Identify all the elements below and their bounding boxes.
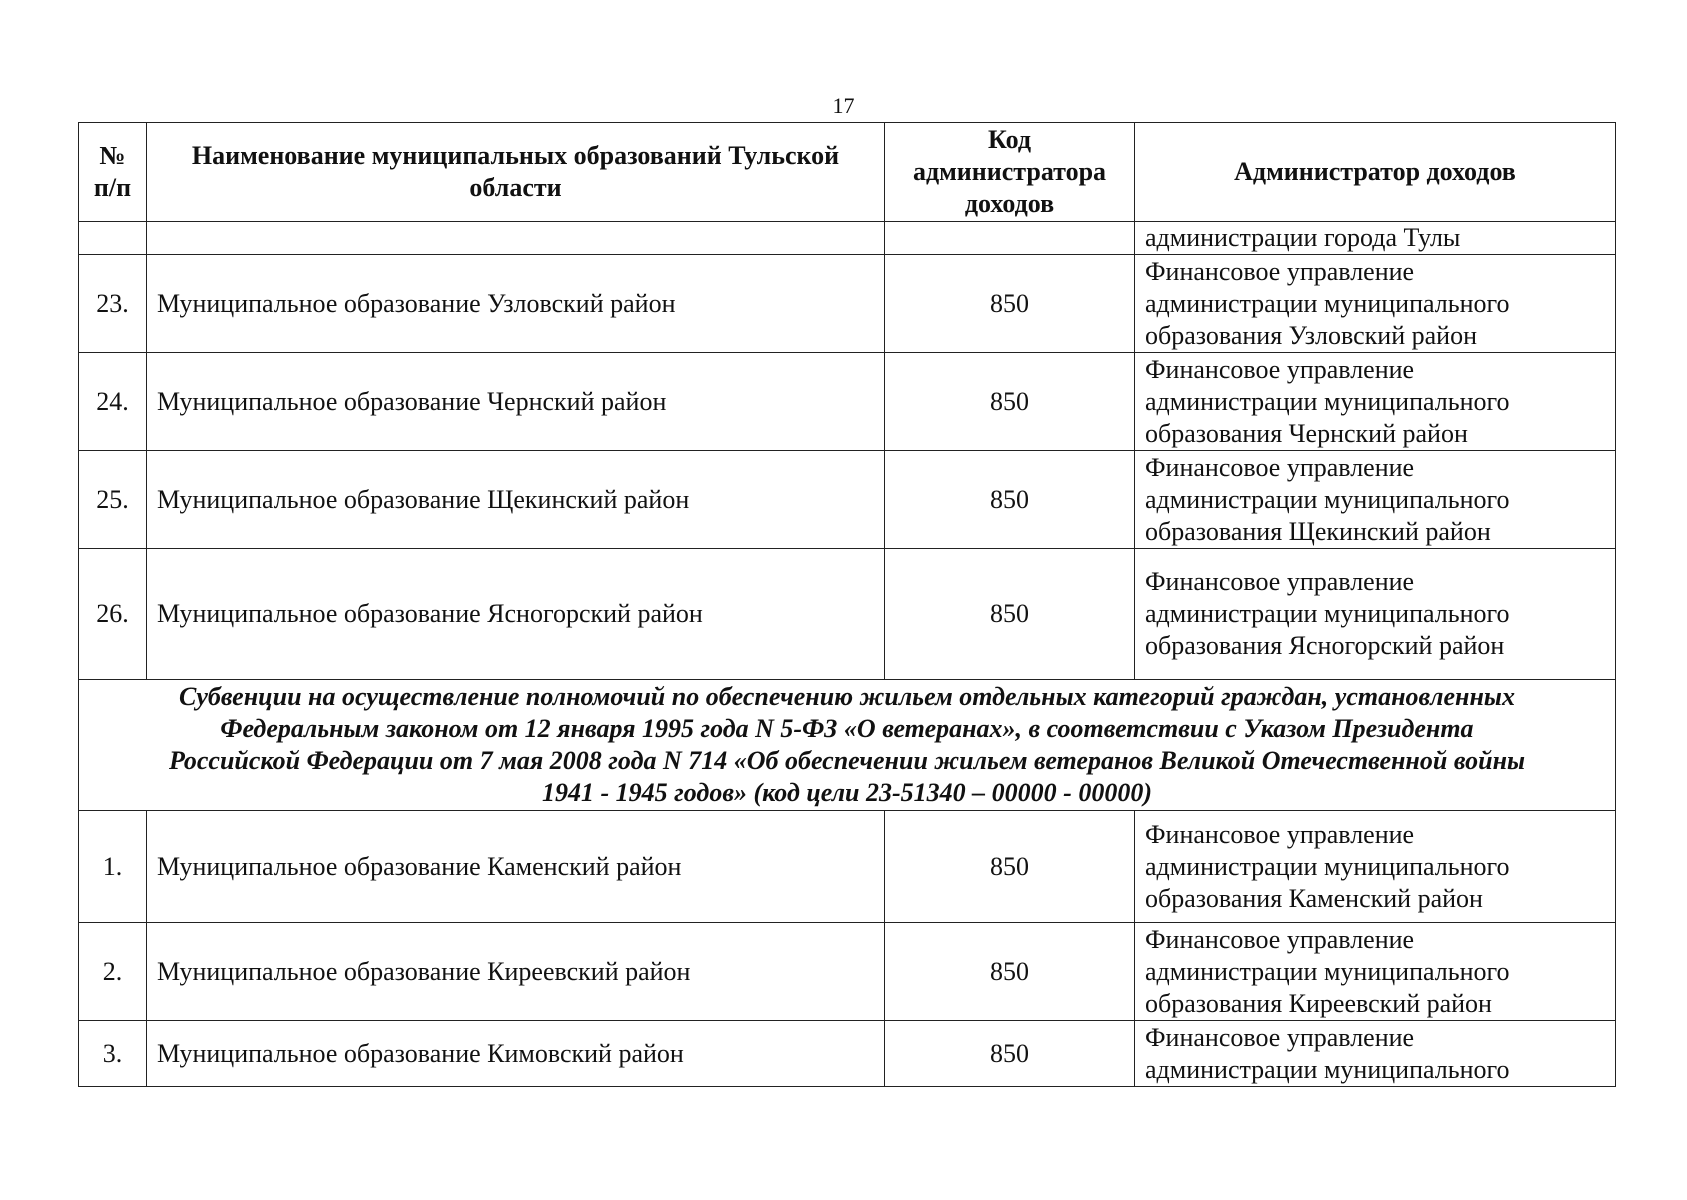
admin-line: администрации муниципального [1145,288,1510,318]
num-cell: 3. [79,1021,147,1087]
code-cell: 850 [885,811,1135,923]
admin-line: образования Щекинский район [1145,516,1491,546]
admin-line: Финансовое управление [1145,819,1415,849]
header-code [885,123,1135,222]
admin-line: образования Ясногорский район [1145,631,1505,660]
num-cell: 23. [79,255,147,353]
page-number: 17 [832,93,855,118]
table-row [79,811,1616,923]
admin-line: Финансовое управление [1145,1022,1415,1052]
admin-line: администрации муниципального [1145,386,1510,416]
name-cell: Муниципальное образование Кимовский район [147,1021,885,1087]
section-heading-line: Российской Федерации от 7 мая 2008 года N 714 «Об обеспечении жильем ветеранов Великой Отечественной войны [168,746,1526,775]
admin-line: администрации муниципального [1145,1054,1510,1084]
table-row [79,353,1616,451]
admin-line: администрации муниципального [1145,484,1510,514]
num-cell: 2. [79,923,147,1021]
table-row [79,549,1616,680]
admin-cell [1135,255,1616,353]
admin-line: Финансовое управление [1145,567,1415,596]
num-cell [79,222,147,255]
admin-cell [1135,451,1616,549]
admin-cell: администрации города Тулы [1135,222,1616,255]
name-cell: Муниципальное образование Ясногорский район [147,549,885,680]
name-cell: Муниципальное образование Щекинский район [147,451,885,549]
admin-cell [1135,353,1616,451]
admin-cell [1135,811,1616,923]
admin-line: администрации муниципального [1145,851,1510,881]
section-heading-line: Федеральным законом от 12 января 1995 года N 5-ФЗ «О ветеранах», в соответствии с Указом Президента [220,714,1474,743]
header-admin: Администратор доходов [1135,123,1616,222]
name-cell: Муниципальное образование Киреевский район [147,923,885,1021]
table-row [79,451,1616,549]
admin-line: Финансовое управление [1145,354,1415,384]
admin-cell [1135,549,1616,680]
code-cell: 850 [885,255,1135,353]
table-row [79,923,1616,1021]
code-cell: 850 [885,353,1135,451]
header-name: Наименование муниципальных образований Тульской области [147,123,885,222]
table-header-row [79,123,1616,222]
admin-line: образования Узловский район [1145,320,1478,350]
admin-line: Финансовое управление [1145,256,1415,286]
name-cell: Муниципальное образование Узловский район [147,255,885,353]
revenue-administrators-table [78,122,1616,1087]
num-cell: 26. [79,549,147,680]
section-heading [79,680,1616,811]
table-row [79,1021,1616,1087]
section-heading-line: Субвенции на осуществление полномочий по обеспечению жильем отдельных категорий граждан, установленных [179,682,1515,711]
code-cell: 850 [885,549,1135,680]
section-heading-line: 1941 - 1945 годов» (код цели 23-51340 – 00000 - 00000) [542,778,1152,807]
admin-cell [1135,923,1616,1021]
num-cell: 24. [79,353,147,451]
admin-line: администрации муниципального [1145,599,1510,628]
header-num: № п/п [79,123,147,222]
admin-line: администрации муниципального [1145,956,1510,986]
admin-line: Финансовое управление [1145,924,1415,954]
code-cell: 850 [885,1021,1135,1087]
num-cell: 25. [79,451,147,549]
admin-cell [1135,1021,1616,1087]
code-cell: 850 [885,451,1135,549]
admin-line: образования Киреевский район [1145,988,1492,1018]
section-heading-row [79,680,1616,811]
header-code-line: администратора [912,157,1107,186]
code-cell [885,222,1135,255]
header-code-line: доходов [964,189,1055,218]
admin-line: образования Каменский район [1145,883,1483,913]
code-cell: 850 [885,923,1135,1021]
name-cell [147,222,885,255]
name-cell: Муниципальное образование Чернский район [147,353,885,451]
header-code-line: Код [988,125,1031,154]
name-cell: Муниципальное образование Каменский район [147,811,885,923]
table-row [79,255,1616,353]
admin-line: Финансовое управление [1145,452,1415,482]
continuation-row [79,222,1616,255]
admin-line: образования Чернский район [1145,418,1468,448]
num-cell: 1. [79,811,147,923]
